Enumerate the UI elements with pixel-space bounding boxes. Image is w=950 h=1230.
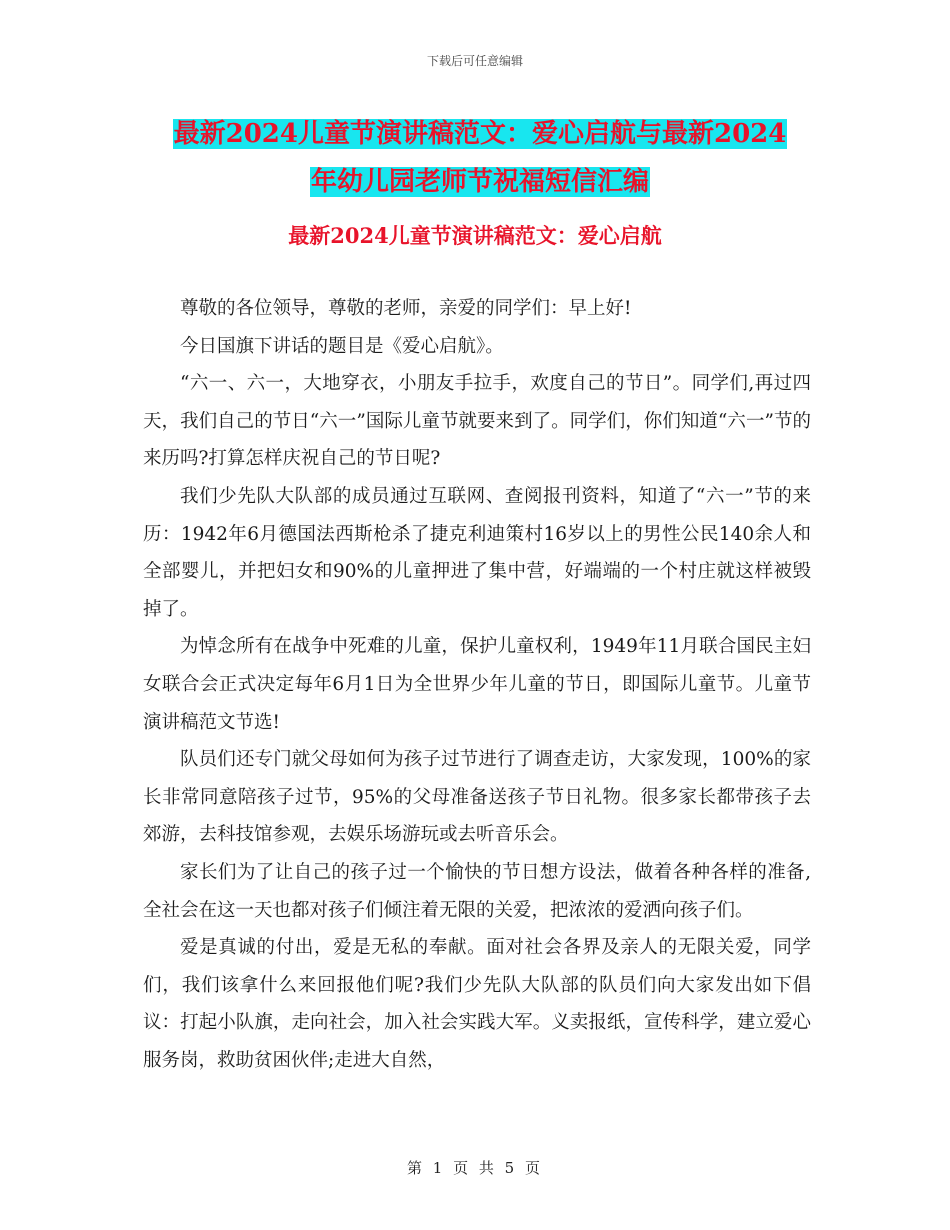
- document-title: [140, 110, 820, 206]
- paragraph: 爱是真诚的付出，爱是无私的奉献。面对社会各界及亲人的无限关爱，同学们，我们该拿什么来回报他们呢?我们少先队大队部的队员们向大家发出如下倡议：打起小队旗，走向社会，加入社会实践大军。义卖报纸，宣传科学，建立爱心服务岗，救助贫困伙伴;走进大自然，: [143, 937, 811, 1071]
- paragraph: 家长们为了让自己的孩子过一个愉快的节日想方设法，做着各种各样的准备,全社会在这一天也都对孩子们倾注着无限的关爱，把浓浓的爱洒向孩子们。: [143, 861, 811, 921]
- document-title-line1: 最新2024儿童节演讲稿范文：爱心启航与最新2024: [173, 119, 787, 149]
- section-subtitle: 最新2024儿童节演讲稿范文：爱心启航: [288, 223, 662, 248]
- document-body: [143, 290, 811, 1079]
- paragraph: 队员们还专门就父母如何为孩子过节进行了调查走访，大家发现，100%的家长非常同意陪孩子过节，95%的父母准备送孩子节日礼物。很多家长都带孩子去郊游，去科技馆参观，去娱乐场游玩或去听音乐会。: [143, 749, 811, 846]
- document-title-line2: 年幼儿园老师节祝福短信汇编: [310, 167, 649, 197]
- header-note: 下载后可任意编辑: [426, 54, 523, 68]
- paragraph: 为悼念所有在战争中死难的儿童，保护儿童权利，1949年11月联合国民主妇女联合会正式决定每年6月1日为全世界少年儿童的节日，即国际儿童节。儿童节演讲稿范文节选!: [143, 636, 811, 733]
- paragraph: “六一、六一，大地穿衣，小朋友手拉手，欢度自己的节日”。同学们,再过四天，我们自己的节日“六一”国际儿童节就要来到了。同学们，你们知道“六一”节的来历吗?打算怎样庆祝自己的节日呢?: [143, 373, 811, 470]
- paragraph: 尊敬的各位领导，尊敬的老师，亲爱的同学们：早上好!: [180, 298, 632, 319]
- paragraph: 今日国旗下讲话的题目是《爱心启航》。: [180, 335, 504, 357]
- paragraph: 我们少先队大队部的成员通过互联网、查阅报刊资料，知道了“六一”节的来历：1942年6月德国法西斯枪杀了捷克利迪策村16岁以上的男性公民140余人和全部婴儿，并把妇女和90%的儿童押进了集中营，好端端的一个村庄就这样被毁掉了。: [143, 485, 811, 620]
- page-number: 第 1 页 共 5 页: [407, 1159, 543, 1177]
